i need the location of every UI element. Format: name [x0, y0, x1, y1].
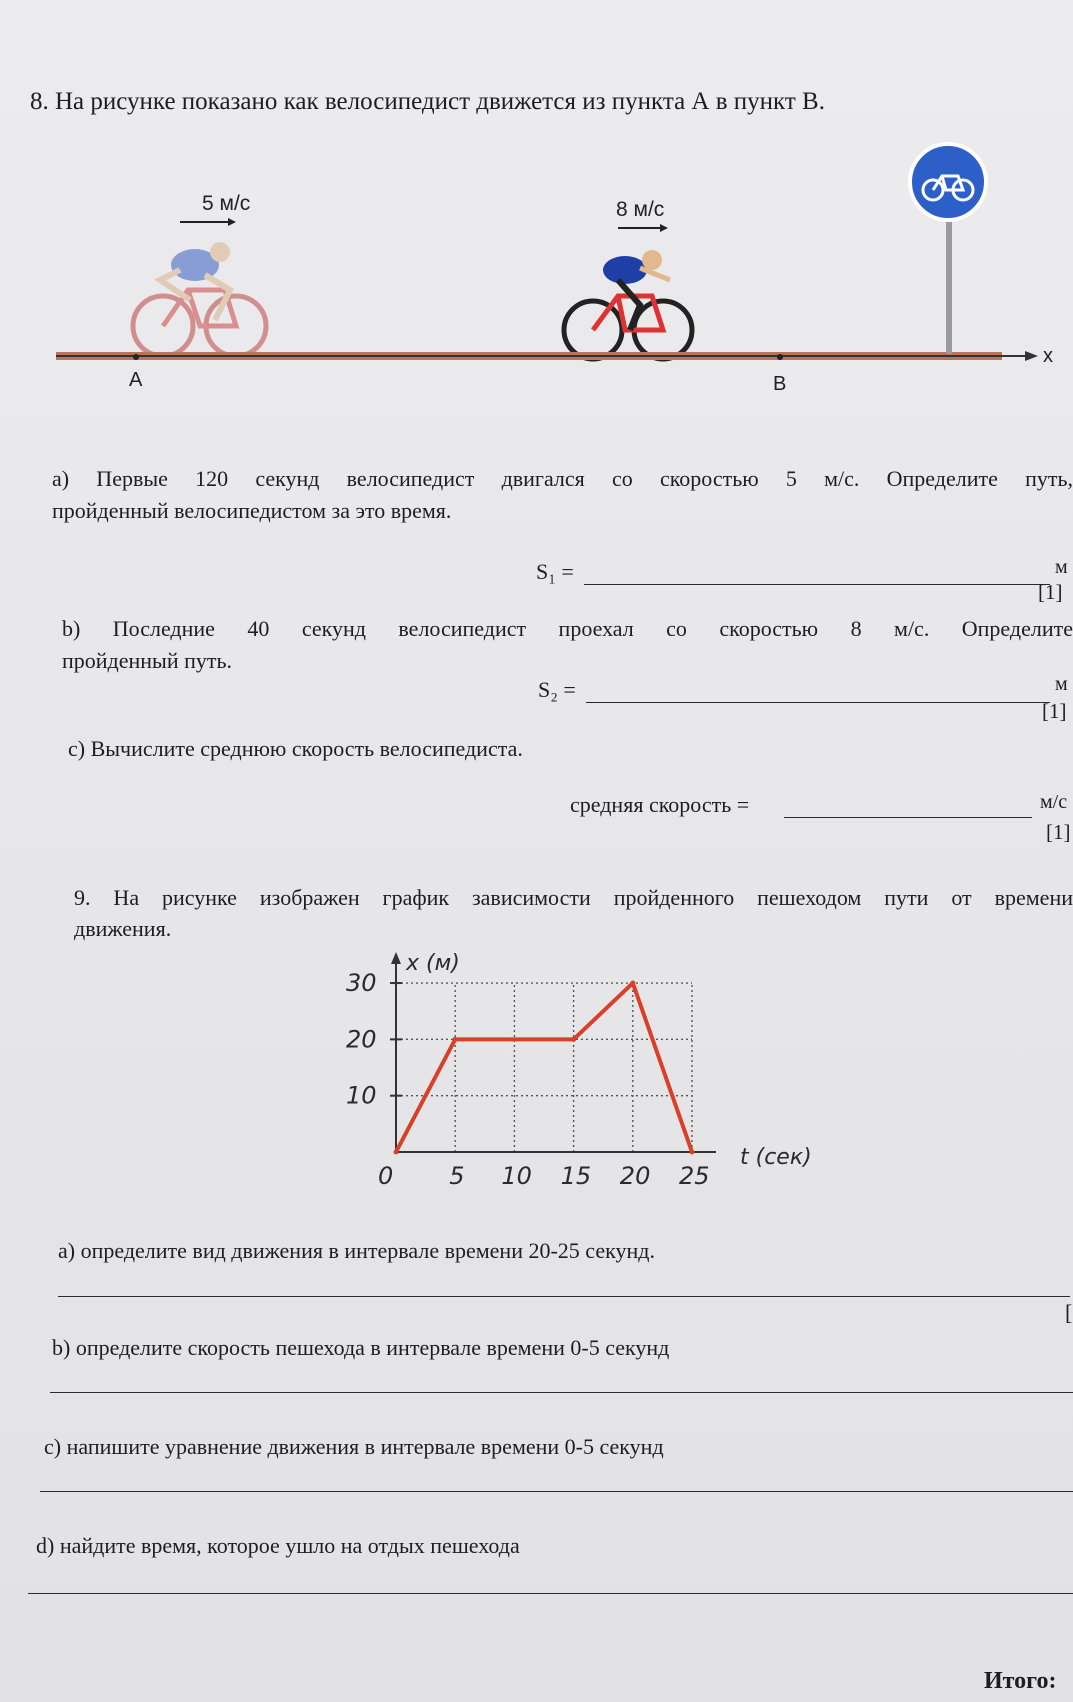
q8c-unit: м/с	[1040, 791, 1068, 813]
q9b-text: b) определите скорость пешехода в интервале времени 0-5 секунд	[52, 1335, 670, 1360]
q8b-line1: b) Последние 40 секунд велосипедист проехал со скоростью 8 м/с. Определите	[62, 616, 1073, 641]
q8a-answer-label: S₁ =	[536, 559, 574, 584]
x-tick-label: 25	[679, 1162, 710, 1190]
bicycle-sign-icon	[910, 144, 986, 354]
series-line	[396, 983, 692, 1152]
series-point	[571, 1037, 576, 1042]
cyclist-right-icon	[564, 250, 692, 359]
distance-time-graph	[330, 950, 850, 1220]
q8a-line2: пройденный велосипедистом за это время.	[52, 498, 452, 523]
q9d-text: d) найдите время, которое ушло на отдых пешехода	[36, 1533, 520, 1558]
q8c-answer-label: средняя скорость =	[570, 792, 750, 817]
series-point	[394, 1150, 399, 1155]
y-axis-arrow	[391, 952, 401, 964]
q8c-answer-field[interactable]	[784, 817, 1032, 818]
q8c-text: c) Вычислите среднюю скорость велосипедиста.	[68, 736, 523, 761]
q8b-answer-field[interactable]	[586, 702, 1050, 703]
point-a-label: A	[129, 369, 143, 391]
x-tick-label: 20	[619, 1162, 651, 1190]
q8a-answer-field[interactable]	[584, 584, 1050, 585]
cyclist-figure	[40, 130, 1073, 400]
speed-right-arrow	[618, 224, 668, 232]
series-point	[453, 1037, 458, 1042]
chart-series	[394, 981, 695, 1155]
series-point	[630, 981, 635, 986]
q8-title: 8. На рисунке показано как велосипедист движется из пункта А в пункт В.	[30, 88, 825, 115]
q9c-text: c) напишите уравнение движения в интервале времени 0-5 секунд	[44, 1434, 664, 1459]
q8a-score: [1]	[1038, 580, 1063, 604]
x-tick-label: 0	[378, 1162, 394, 1190]
x-tick-label: 10	[501, 1162, 532, 1190]
speed-left-label: 5 м/с	[202, 192, 251, 215]
chart-ticks	[346, 969, 710, 1190]
q8a-unit: м	[1055, 556, 1068, 578]
q8b-score: [1]	[1042, 699, 1067, 723]
speed-right-label: 8 м/с	[616, 198, 665, 221]
q8c-score: [1]	[1046, 820, 1071, 844]
y-tick-label: 30	[346, 969, 377, 998]
y-tick-label: 20	[346, 1025, 377, 1054]
series-point	[690, 1150, 695, 1155]
cyclist-left-icon	[133, 242, 266, 356]
chart-axes	[391, 952, 716, 1152]
x-tick-label: 5	[449, 1162, 465, 1190]
y-tick-label: 10	[346, 1081, 377, 1110]
q9-line2: движения.	[74, 916, 172, 941]
q8b-unit: м	[1055, 673, 1068, 695]
q9c-answer-field[interactable]	[40, 1491, 1073, 1492]
point-b-label: B	[773, 373, 787, 395]
chart-xlabel: t (сек)	[740, 1145, 812, 1170]
chart-ylabel: x (м)	[406, 951, 460, 976]
speed-left-arrow	[180, 218, 236, 226]
x-axis-arrow	[1025, 351, 1038, 361]
q8b-answer-label: S₂ =	[538, 677, 576, 702]
x-axis-label: x	[1043, 345, 1053, 367]
q9a-text: a) определите вид движения в интервале времени 20-25 секунд.	[58, 1238, 655, 1263]
q9d-answer-field[interactable]	[28, 1593, 1073, 1594]
q8a-line1: a) Первые 120 секунд велосипедист двигался со скоростью 5 м/с. Определите путь,	[52, 466, 1073, 491]
q8b-line2: пройденный путь.	[62, 648, 233, 673]
q9a-answer-field[interactable]	[58, 1296, 1070, 1297]
x-tick-label: 15	[560, 1162, 592, 1190]
q9a-score: [	[1065, 1300, 1073, 1325]
total-label: Итого:	[984, 1668, 1057, 1694]
q9b-answer-field[interactable]	[50, 1392, 1073, 1393]
q9-line1: 9. На рисунке изображен график зависимости пройденного пешеходом пути от времени	[74, 885, 1073, 910]
